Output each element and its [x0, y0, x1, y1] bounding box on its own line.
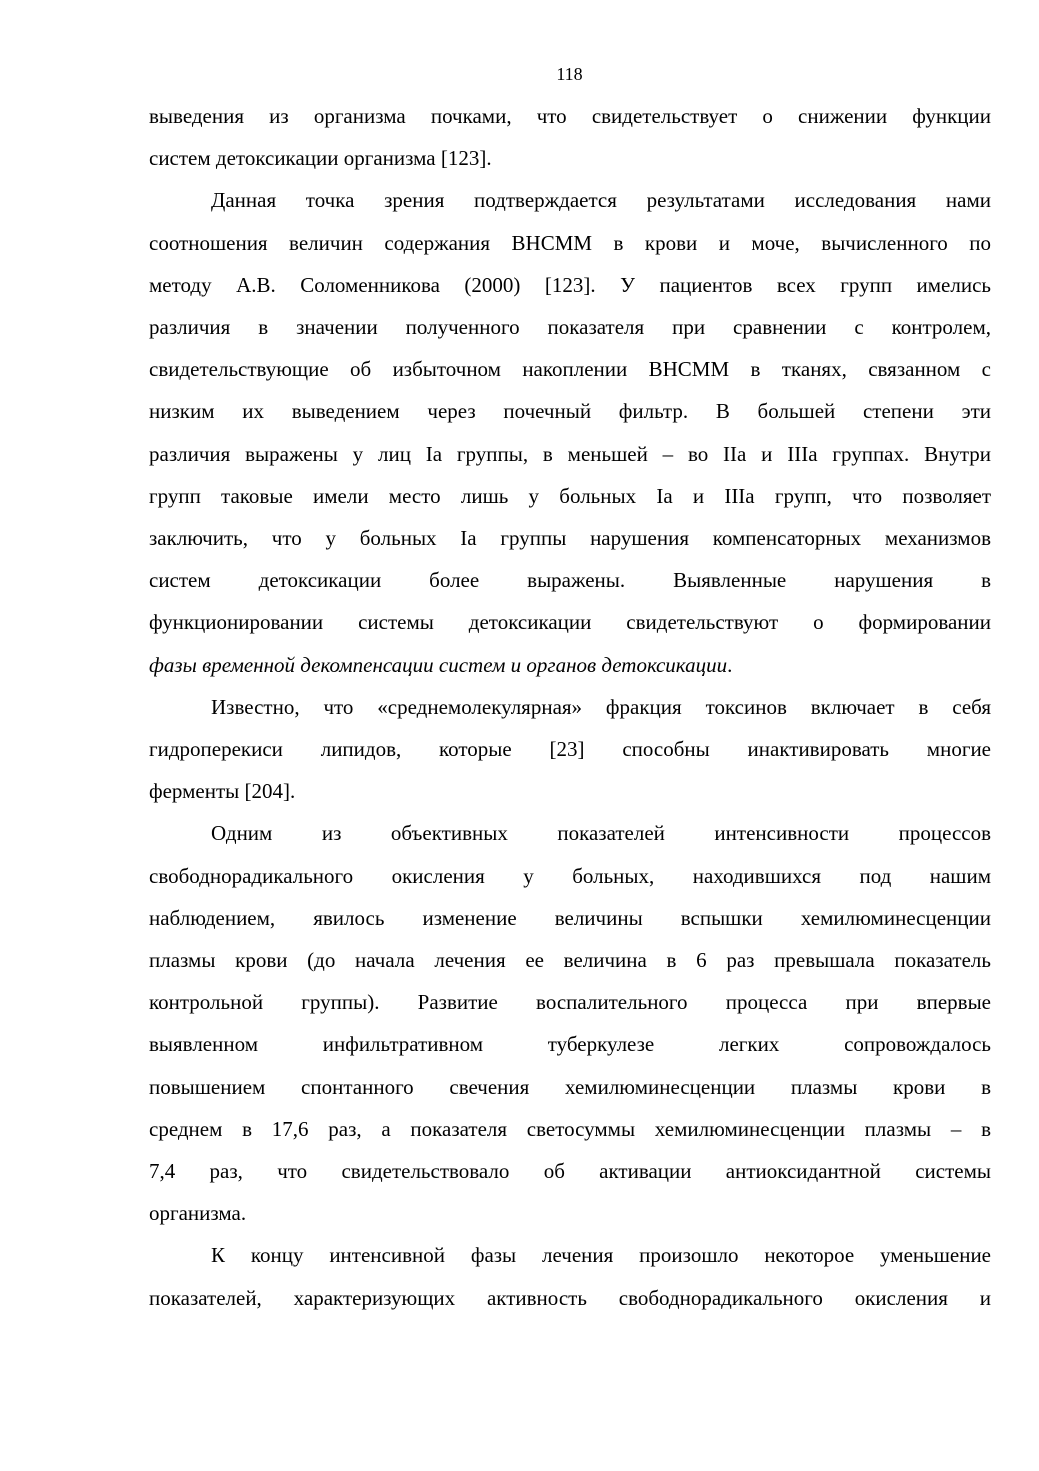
text-line: наблюдением, явилось изменение величины вспышки хемилюминесценции: [149, 905, 991, 930]
paragraph-3: [149, 686, 991, 813]
text-line: выявленном инфильтративном туберкулезе легких сопровождалось: [149, 1032, 991, 1057]
text-line: [149, 644, 991, 686]
text-line: различия выражены у лиц Iа группы, в меньшей – во IIа и IIIа группах. Внутри: [149, 441, 991, 466]
paragraph-5: [149, 1234, 991, 1318]
text-line: плазмы крови (до начала лечения ее величина в 6 раз превышала показатель: [149, 948, 991, 973]
text-line: систем детоксикации организма [123].: [149, 146, 492, 171]
italic-emphasis: фазы временной декомпенсации систем и органов детоксикации: [149, 652, 728, 677]
document-body: [149, 95, 991, 1319]
text-line: Одним из объективных показателей интенсивности процессов: [211, 821, 991, 846]
text-line: контрольной группы). Развитие воспалительного процесса при впервые: [149, 990, 991, 1015]
sentence-period: .: [727, 652, 733, 677]
text-line: ферменты [204].: [149, 779, 296, 804]
text-line: гидроперекиси липидов, которые [23] способны инактивировать многие: [149, 737, 991, 762]
text-line: выведения из организма почками, что свидетельствует о снижении функции: [149, 104, 991, 128]
text-line: различия в значении полученного показателя при сравнении с контролем,: [149, 315, 991, 340]
text-line: Данная точка зрения подтверждается результатами исследования нами: [211, 188, 991, 213]
paragraph-1: [149, 95, 991, 179]
text-line: методу А.В. Соломенникова (2000) [123]. У пациентов всех групп имелись: [149, 272, 991, 297]
text-line: свободнорадикального окисления у больных, находившихся под нашим: [149, 863, 991, 888]
text-line: среднем в 17,6 раз, а показателя светосуммы хемилюминесценции плазмы – в: [149, 1116, 991, 1141]
text-line: низким их выведением через почечный фильтр. В большей степени эти: [149, 399, 991, 424]
text-line: функционировании системы детоксикации свидетельствуют о формировании: [149, 610, 991, 635]
text-line: соотношения величин содержания ВНСММ в крови и моче, вычисленного по: [149, 230, 991, 255]
paragraph-4: [149, 812, 991, 1234]
page-number: 118: [556, 64, 583, 84]
text-line: организма.: [149, 1201, 247, 1226]
paragraph-2: [149, 179, 991, 685]
text-line: повышением спонтанного свечения хемилюминесценции плазмы крови в: [149, 1074, 991, 1099]
text-line: систем детоксикации более выражены. Выявленные нарушения в: [149, 568, 991, 593]
text-line: групп таковые имели место лишь у больных Iа и IIIа групп, что позволяет: [149, 483, 991, 508]
text-line: показателей, характеризующих активность свободнорадикального окисления и: [149, 1285, 991, 1310]
text-line: заключить, что у больных Iа группы нарушения компенсаторных механизмов: [149, 526, 991, 551]
text-line: Известно, что «среднемолекулярная» фракция токсинов включает в себя: [211, 694, 991, 719]
text-line: 7,4 раз, что свидетельствовало об активации антиоксидантной системы: [149, 1159, 991, 1184]
text-line: свидетельствующие об избыточном накоплении ВНСММ в тканях, связанном с: [149, 357, 991, 382]
text-line: К концу интенсивной фазы лечения произошло некоторое уменьшение: [211, 1243, 991, 1268]
